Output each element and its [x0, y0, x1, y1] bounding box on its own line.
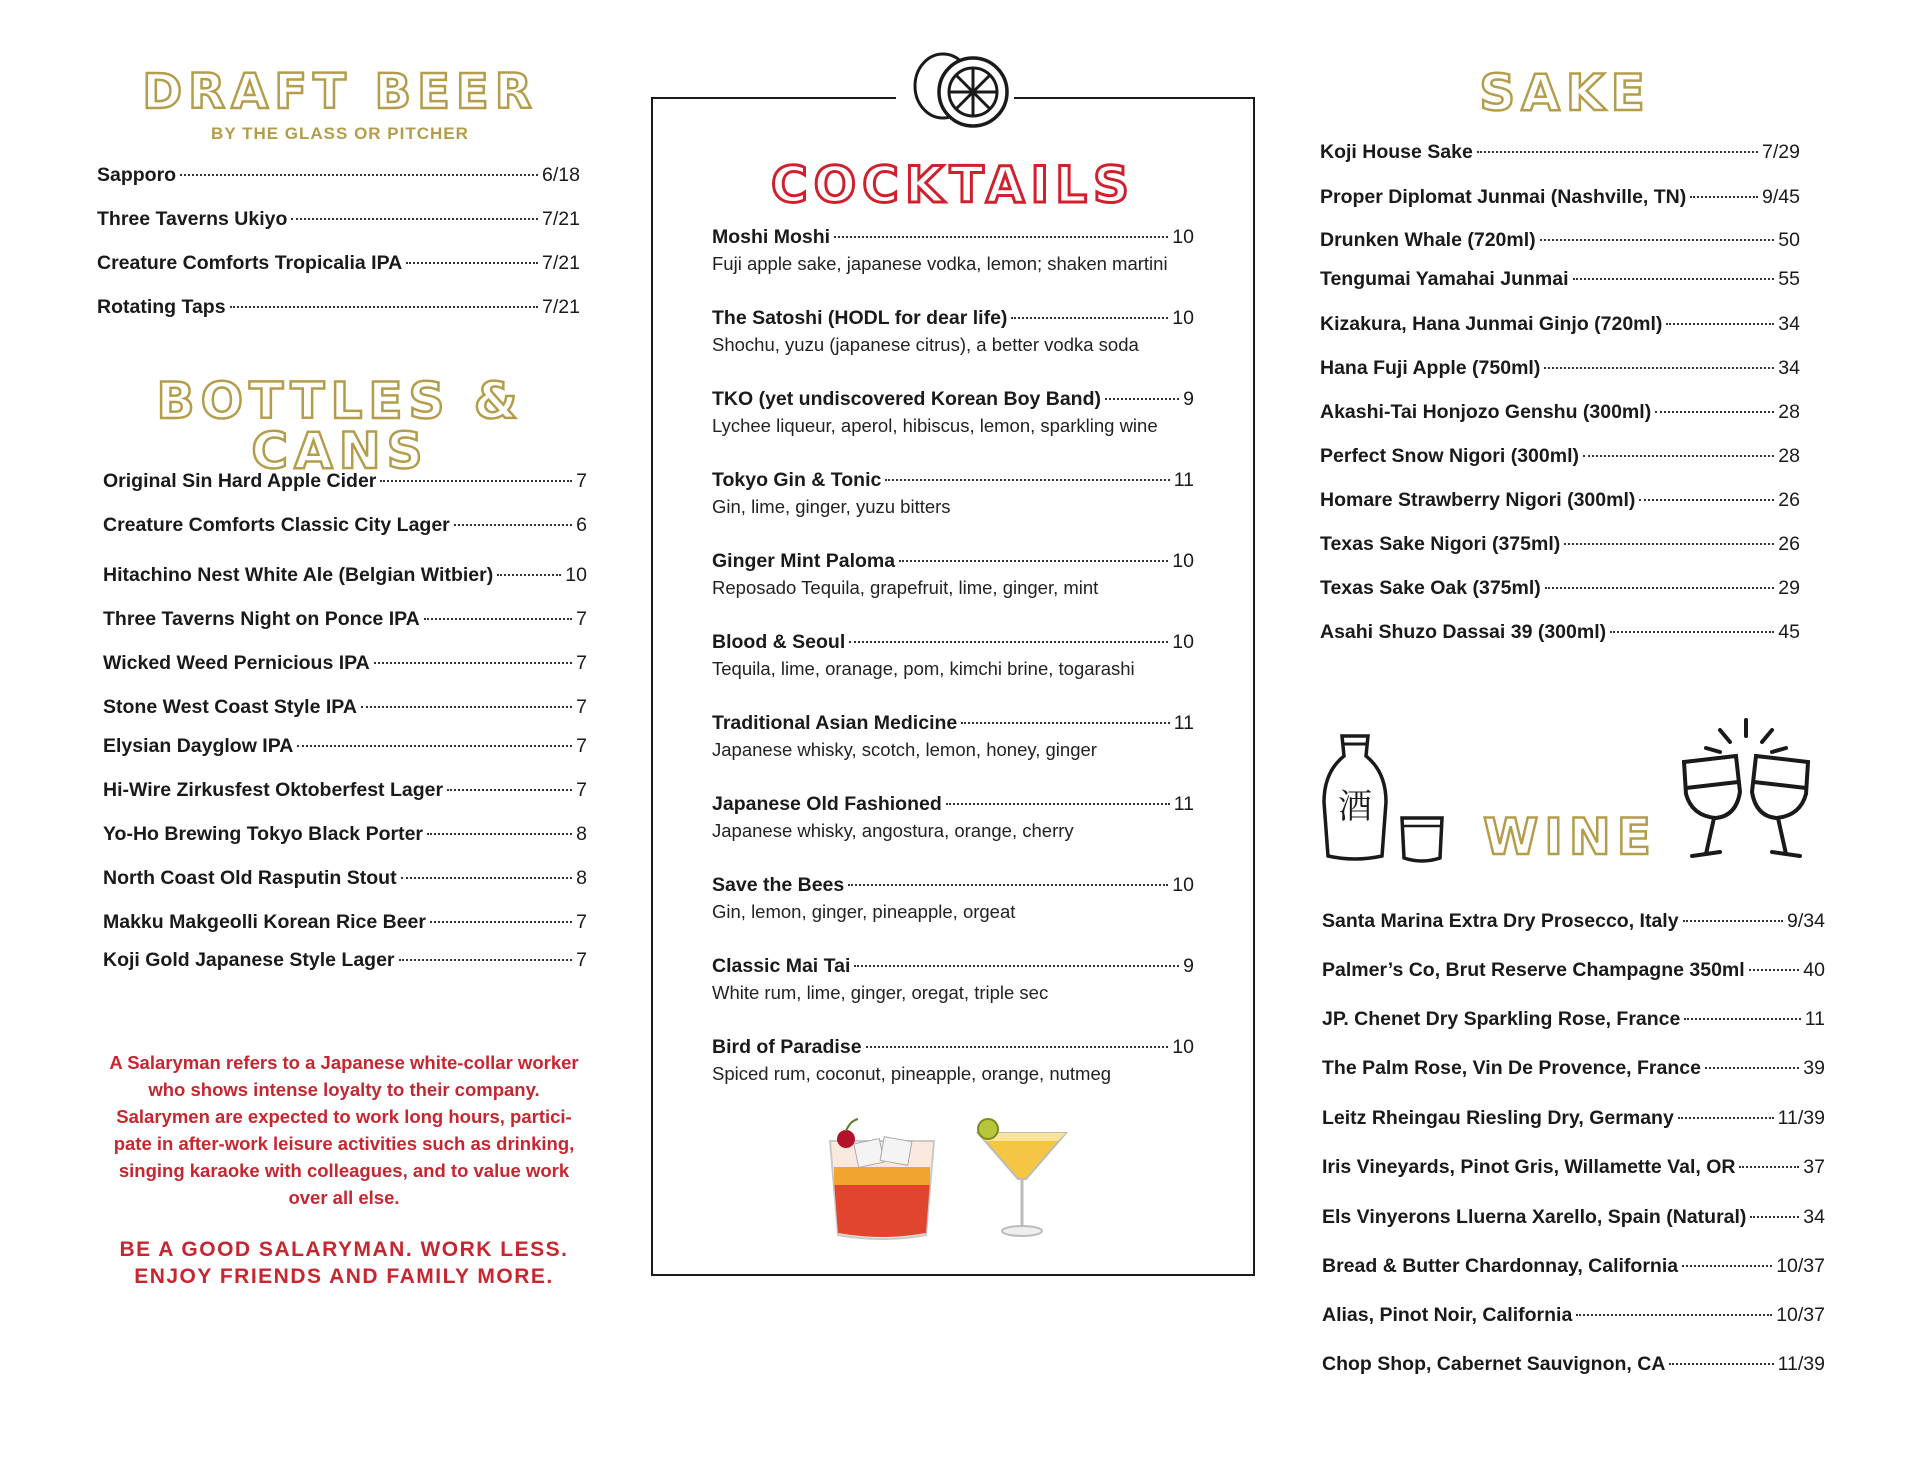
dot-leader: [361, 706, 572, 708]
dot-leader: [854, 965, 1179, 967]
item-name: Yo-Ho Brewing Tokyo Black Porter: [103, 823, 423, 845]
item-price: 7: [576, 608, 587, 630]
item-name: Chop Shop, Cabernet Sauvignon, CA: [1322, 1353, 1666, 1375]
item-name: Wicked Weed Pernicious IPA: [103, 652, 370, 674]
cocktail-description: Fuji apple sake, japanese vodka, lemon; shaken martini: [712, 253, 1168, 274]
item-price: 28: [1778, 401, 1800, 423]
dot-leader: [1576, 1314, 1772, 1316]
item-price: 7/21: [542, 252, 580, 274]
item-price: 26: [1778, 533, 1800, 555]
item-price: 10: [1172, 226, 1194, 248]
dot-leader: [1564, 543, 1774, 545]
item-name: Stone West Coast Style IPA: [103, 696, 357, 718]
cocktail-description: Lychee liqueur, aperol, hibiscus, lemon, sparkling wine: [712, 415, 1158, 436]
cocktail-item: [712, 469, 1194, 518]
item-price: 11: [1804, 1008, 1825, 1030]
item-price: 9/45: [1762, 186, 1800, 208]
dot-leader: [899, 560, 1168, 562]
item-name: Koji Gold Japanese Style Lager: [103, 949, 395, 971]
item-name: Palmer’s Co, Brut Reserve Champagne 350ml: [1322, 959, 1745, 981]
item-price: 11: [1173, 793, 1194, 815]
list-item: [103, 470, 587, 493]
item-price: 6/18: [542, 164, 580, 186]
draft-beer-subtitle: BY THE GLASS OR PITCHER: [211, 124, 469, 143]
item-name: Alias, Pinot Noir, California: [1322, 1304, 1573, 1326]
list-item: [1322, 1107, 1825, 1130]
list-item: [103, 735, 587, 758]
item-name: TKO (yet undiscovered Korean Boy Band): [712, 388, 1101, 410]
dot-leader: [1683, 920, 1783, 922]
cocktail-item: [712, 1036, 1194, 1085]
cocktail-description: Japanese whisky, scotch, lemon, honey, ginger: [712, 739, 1097, 760]
item-price: 7: [576, 735, 587, 757]
item-name: Texas Sake Nigori (375ml): [1320, 533, 1561, 555]
item-name: Elysian Dayglow IPA: [103, 735, 294, 757]
list-item: [103, 564, 587, 587]
wine-cheers-icon: [1676, 716, 1816, 864]
list-item: [1320, 445, 1800, 468]
dot-leader: [1540, 239, 1775, 241]
cocktail-item: [712, 226, 1194, 275]
cocktails-title: COCKTAILS: [770, 156, 1136, 214]
dot-leader: [1705, 1067, 1799, 1069]
dot-leader: [297, 745, 572, 747]
item-name: Drunken Whale (720ml): [1320, 229, 1536, 251]
cocktail-item: [712, 388, 1194, 437]
sake-title: SAKE: [1479, 64, 1651, 122]
item-name: Tokyo Gin & Tonic: [712, 469, 882, 491]
item-name: Bird of Paradise: [712, 1036, 862, 1058]
item-name: Homare Strawberry Nigori (300ml): [1320, 489, 1636, 511]
salaryman-note: A Salaryman refers to a Japanese white-collar worker who shows intense loyalty to their company. Salarymen are expected to work long hours, partici-pate in after-work leisure activities such as drinking, singing karaoke with colleagues, and to value work over all else.: [109, 1052, 579, 1208]
dot-leader: [848, 884, 1168, 886]
dot-leader: [447, 789, 572, 791]
cocktail-description: Gin, lemon, ginger, pineapple, orgeat: [712, 901, 1016, 922]
cocktail-item: [712, 793, 1194, 842]
dot-leader: [1690, 196, 1758, 198]
list-item: [1320, 533, 1800, 556]
salaryman-slogan-1: BE A GOOD SALARYMAN. WORK LESS.: [119, 1238, 569, 1261]
cocktail-description: Shochu, yuzu (japanese citrus), a better vodka soda: [712, 334, 1139, 355]
item-price: 10/37: [1776, 1255, 1825, 1277]
martini-icon: [970, 1117, 1074, 1241]
item-price: 9: [1183, 388, 1194, 410]
list-item: [97, 252, 580, 275]
item-name: Moshi Moshi: [712, 226, 831, 248]
item-name: North Coast Old Rasputin Stout: [103, 867, 397, 889]
dot-leader: [1105, 398, 1179, 400]
list-item: [103, 696, 587, 719]
dot-leader: [1639, 499, 1774, 501]
list-item: [1322, 1206, 1825, 1229]
list-item: [103, 652, 587, 675]
dot-leader: [424, 618, 572, 620]
item-price: 34: [1778, 357, 1800, 379]
item-name: The Palm Rose, Vin De Provence, France: [1322, 1057, 1701, 1079]
item-name: Classic Mai Tai: [712, 955, 851, 977]
item-price: 11/39: [1777, 1353, 1825, 1375]
cocktail-description: Japanese whisky, angostura, orange, cherry: [712, 820, 1074, 841]
item-price: 9: [1183, 955, 1194, 977]
list-item: [1320, 186, 1800, 209]
sake-bottle-icon: [1320, 732, 1390, 864]
item-price: 7: [576, 652, 587, 674]
item-name: Save the Bees: [712, 874, 845, 896]
wine-title: WINE: [1483, 808, 1657, 866]
item-price: 28: [1778, 445, 1800, 467]
item-name: Three Taverns Night on Ponce IPA: [103, 608, 420, 630]
dot-leader: [401, 877, 573, 879]
item-price: 40: [1803, 959, 1825, 981]
item-name: Japanese Old Fashioned: [712, 793, 942, 815]
list-item: [1320, 141, 1800, 164]
list-item: [712, 226, 1194, 249]
item-price: 7/21: [542, 208, 580, 230]
sake-bottle-glyph: 酒: [1338, 787, 1372, 827]
old-fashioned-icon: [822, 1117, 942, 1243]
lemon-icon: [905, 46, 1015, 132]
dot-leader: [374, 662, 572, 664]
cocktail-item: [712, 955, 1194, 1004]
item-name: Santa Marina Extra Dry Prosecco, Italy: [1322, 910, 1679, 932]
cocktail-item: [712, 874, 1194, 923]
list-item: [712, 388, 1194, 411]
dot-leader: [1655, 411, 1774, 413]
item-name: Hana Fuji Apple (750ml): [1320, 357, 1541, 379]
list-item: [1322, 959, 1825, 982]
item-name: Hi-Wire Zirkusfest Oktoberfest Lager: [103, 779, 444, 801]
item-name: JP. Chenet Dry Sparkling Rose, France: [1322, 1008, 1681, 1030]
list-item: [1322, 1156, 1825, 1179]
item-name: Rotating Taps: [97, 296, 226, 318]
item-price: 26: [1778, 489, 1800, 511]
list-item: [712, 955, 1194, 978]
dot-leader: [406, 262, 538, 264]
cocktail-description: Reposado Tequila, grapefruit, lime, ginger, mint: [712, 577, 1099, 598]
item-name: The Satoshi (HODL for dear life): [712, 307, 1008, 329]
list-item: [103, 779, 587, 802]
dot-leader: [1610, 631, 1774, 633]
item-name: Kizakura, Hana Junmai Ginjo (720ml): [1320, 313, 1663, 335]
item-price: 34: [1803, 1206, 1825, 1228]
list-item: [712, 307, 1194, 330]
dot-leader: [380, 480, 572, 482]
item-name: Iris Vineyards, Pinot Gris, Willamette Val, OR: [1322, 1156, 1736, 1178]
item-price: 7: [576, 911, 587, 933]
item-price: 10: [1172, 631, 1194, 653]
item-name: Sapporo: [97, 164, 177, 186]
list-item: [103, 911, 587, 934]
list-item: [1322, 1353, 1825, 1376]
cocktail-description: Gin, lime, ginger, yuzu bitters: [712, 496, 951, 517]
item-name: Koji House Sake: [1320, 141, 1473, 163]
item-name: Leitz Rheingau Riesling Dry, Germany: [1322, 1107, 1674, 1129]
dot-leader: [946, 803, 1170, 805]
bottles-cans-title: BOTTLES & CANS: [156, 372, 524, 480]
dot-leader: [849, 641, 1168, 643]
cocktail-item: [712, 631, 1194, 680]
item-name: Perfect Snow Nigori (300ml): [1320, 445, 1579, 467]
list-item: [1320, 357, 1800, 380]
list-item: [712, 550, 1194, 573]
item-name: Original Sin Hard Apple Cider: [103, 470, 377, 492]
dot-leader: [1684, 1018, 1800, 1020]
list-item: [1320, 401, 1800, 424]
dot-leader: [1750, 1216, 1799, 1218]
item-name: Bread & Butter Chardonnay, California: [1322, 1255, 1679, 1277]
list-item: [103, 949, 587, 972]
list-item: [712, 712, 1194, 735]
item-price: 29: [1778, 577, 1800, 599]
dot-leader: [1739, 1166, 1799, 1168]
dot-leader: [1678, 1117, 1774, 1119]
list-item: [712, 469, 1194, 492]
item-price: 55: [1778, 268, 1800, 290]
item-price: 11/39: [1777, 1107, 1825, 1129]
list-item: [1322, 910, 1825, 933]
dot-leader: [427, 833, 572, 835]
item-price: 7/21: [542, 296, 580, 318]
list-item: [712, 631, 1194, 654]
item-name: Proper Diplomat Junmai (Nashville, TN): [1320, 186, 1687, 208]
list-item: [1322, 1057, 1825, 1080]
dot-leader: [291, 218, 538, 220]
list-item: [1320, 229, 1800, 252]
dot-leader: [399, 959, 573, 961]
dot-leader: [430, 921, 572, 923]
cocktail-description: White rum, lime, ginger, oregat, triple sec: [712, 982, 1049, 1003]
list-item: [712, 1036, 1194, 1059]
list-item: [1322, 1008, 1825, 1031]
item-price: 45: [1778, 621, 1800, 643]
dot-leader: [1749, 969, 1800, 971]
item-price: 7/29: [1762, 141, 1800, 163]
item-name: Three Taverns Ukiyo: [97, 208, 288, 230]
sake-cup-icon: [1398, 814, 1446, 864]
list-item: [1320, 489, 1800, 512]
draft-beer-title: DRAFT BEER: [142, 64, 538, 120]
dot-leader: [834, 236, 1168, 238]
list-item: [712, 793, 1194, 816]
item-price: 50: [1778, 229, 1800, 251]
item-price: 10: [565, 564, 587, 586]
item-name: Tengumai Yamahai Junmai: [1320, 268, 1569, 290]
dot-leader: [1669, 1363, 1773, 1365]
dot-leader: [1573, 278, 1775, 280]
dot-leader: [885, 479, 1169, 481]
dot-leader: [180, 174, 538, 176]
item-price: 10: [1172, 874, 1194, 896]
item-name: Makku Makgeolli Korean Rice Beer: [103, 911, 426, 933]
item-name: Ginger Mint Paloma: [712, 550, 896, 572]
item-price: 11: [1173, 469, 1194, 491]
item-price: 8: [576, 823, 587, 845]
dot-leader: [1682, 1265, 1772, 1267]
item-price: 7: [576, 696, 587, 718]
list-item: [103, 514, 587, 537]
cocktail-item: [712, 307, 1194, 356]
list-item: [1320, 577, 1800, 600]
dot-leader: [1666, 323, 1774, 325]
dot-leader: [1477, 151, 1758, 153]
item-name: Blood & Seoul: [712, 631, 846, 653]
item-price: 10: [1172, 550, 1194, 572]
item-price: 10/37: [1776, 1304, 1825, 1326]
list-item: [97, 296, 580, 319]
list-item: [1322, 1255, 1825, 1278]
dot-leader: [1544, 367, 1774, 369]
item-price: 10: [1172, 307, 1194, 329]
item-price: 37: [1803, 1156, 1825, 1178]
item-price: 7: [576, 779, 587, 801]
item-price: 7: [576, 470, 587, 492]
dot-leader: [230, 306, 538, 308]
list-item: [1320, 268, 1800, 291]
list-item: [97, 164, 580, 187]
cocktail-description: Tequila, lime, oranage, pom, kimchi brine, togarashi: [712, 658, 1135, 679]
cocktail-description: Spiced rum, coconut, pineapple, orange, nutmeg: [712, 1063, 1112, 1084]
dot-leader: [1583, 455, 1774, 457]
salaryman-slogan-2: ENJOY FRIENDS AND FAMILY MORE.: [134, 1265, 554, 1288]
item-name: Creature Comforts Classic City Lager: [103, 514, 450, 536]
item-name: Asahi Shuzo Dassai 39 (300ml): [1320, 621, 1607, 643]
item-price: 9/34: [1787, 910, 1825, 932]
list-item: [97, 208, 580, 231]
cocktail-item: [712, 550, 1194, 599]
item-name: Els Vinyerons Lluerna Xarello, Spain (Natural): [1322, 1206, 1747, 1228]
list-item: [1322, 1304, 1825, 1327]
dot-leader: [454, 524, 572, 526]
item-name: Texas Sake Oak (375ml): [1320, 577, 1541, 599]
item-price: 8: [576, 867, 587, 889]
item-name: Akashi-Tai Honjozo Genshu (300ml): [1320, 401, 1652, 423]
dot-leader: [497, 574, 561, 576]
item-name: Traditional Asian Medicine: [712, 712, 958, 734]
item-price: 6: [576, 514, 587, 536]
item-price: 11: [1173, 712, 1194, 734]
item-name: Creature Comforts Tropicalia IPA: [97, 252, 403, 274]
item-name: Hitachino Nest White Ale (Belgian Witbier): [103, 564, 494, 586]
dot-leader: [961, 722, 1170, 724]
item-price: 34: [1778, 313, 1800, 335]
dot-leader: [1545, 587, 1775, 589]
cocktail-item: [712, 712, 1194, 761]
item-price: 7: [576, 949, 587, 971]
item-price: 10: [1172, 1036, 1194, 1058]
dot-leader: [866, 1046, 1169, 1048]
list-item: [712, 874, 1194, 897]
list-item: [103, 867, 587, 890]
list-item: [1320, 621, 1800, 644]
list-item: [103, 608, 587, 631]
item-price: 39: [1803, 1057, 1825, 1079]
list-item: [1320, 313, 1800, 336]
list-item: [103, 823, 587, 846]
dot-leader: [1011, 317, 1168, 319]
